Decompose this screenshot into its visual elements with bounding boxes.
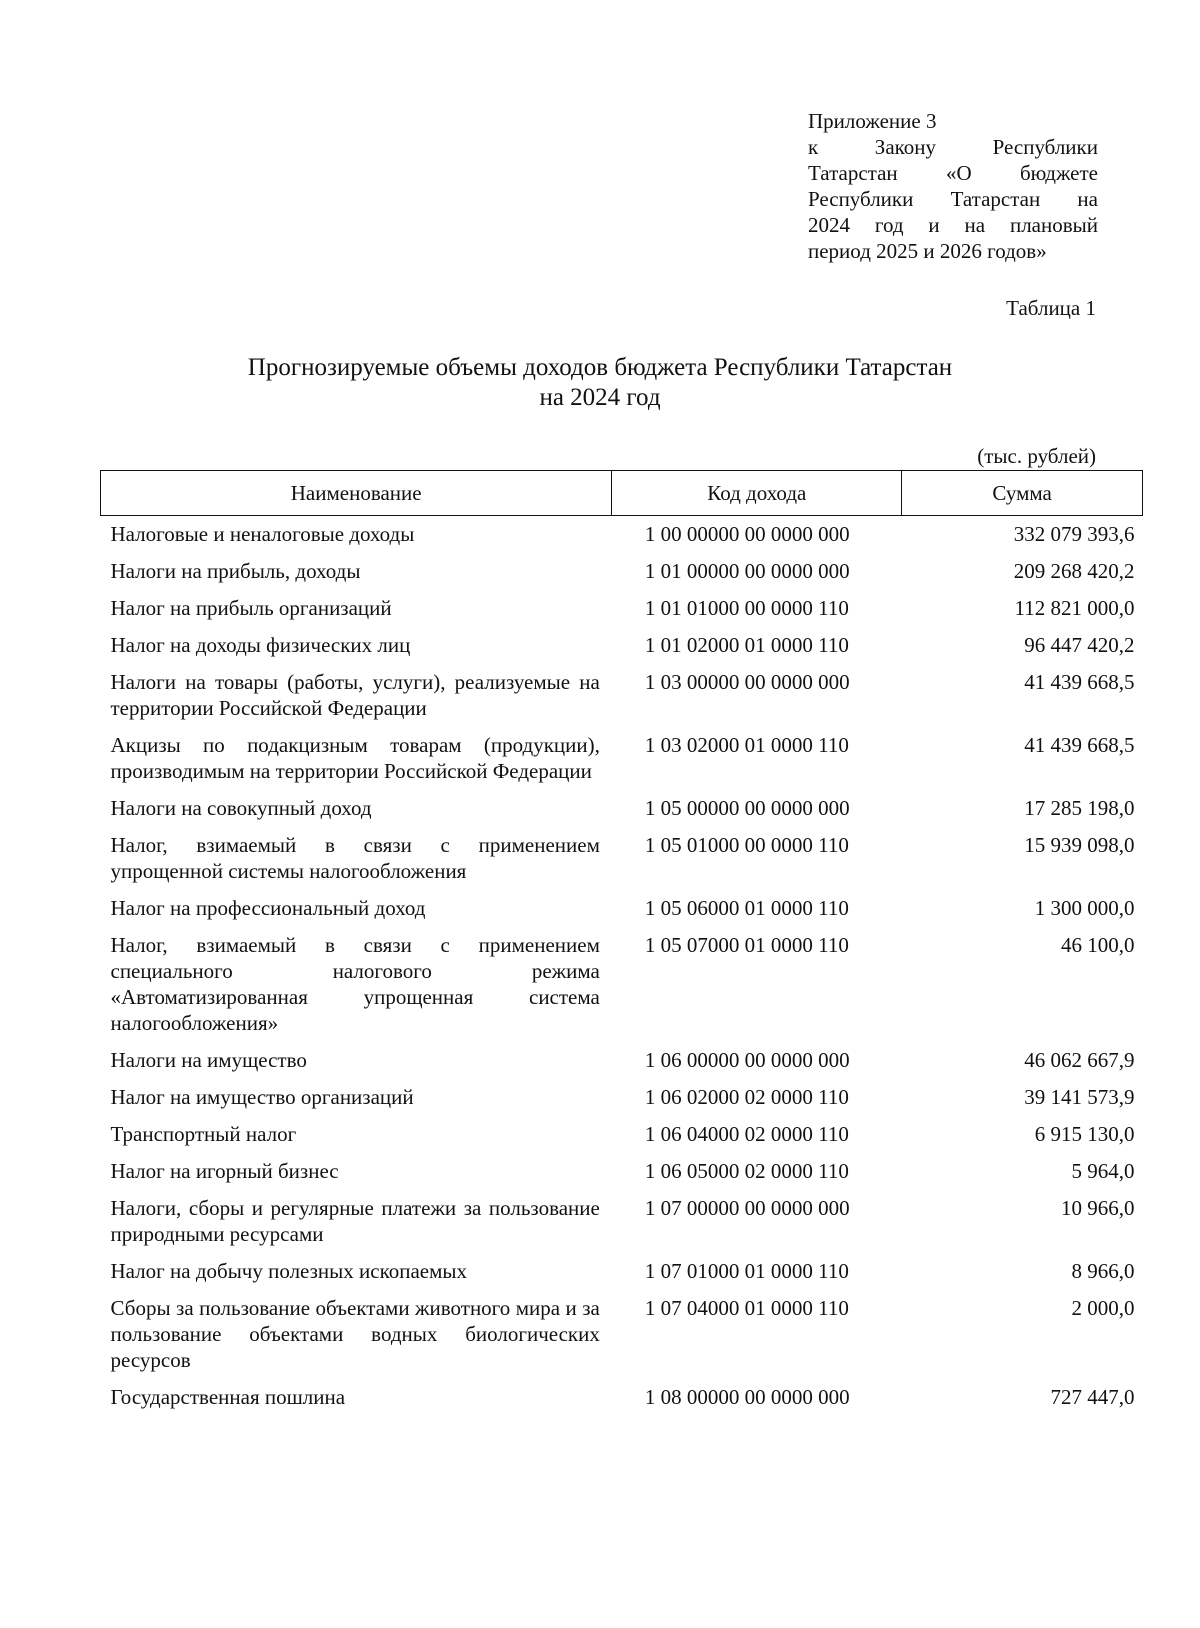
row-amount: 41 439 668,5 bbox=[1024, 670, 1135, 694]
row-code: 1 07 00000 00 0000 000 bbox=[644, 1196, 850, 1220]
appendix-note bbox=[808, 108, 1098, 264]
units-label: (тыс. рублей) bbox=[977, 444, 1096, 468]
appendix-line: Татарстан «О бюджете bbox=[808, 161, 1098, 185]
row-code: 1 06 04000 02 0000 110 bbox=[644, 1122, 849, 1146]
table-row bbox=[101, 1253, 1143, 1290]
table-row bbox=[101, 516, 1143, 554]
row-amount: 15 939 098,0 bbox=[1024, 833, 1135, 857]
row-amount: 209 268 420,2 bbox=[1013, 559, 1135, 583]
row-amount: 6 915 130,0 bbox=[1034, 1122, 1135, 1146]
table-row bbox=[101, 1290, 1143, 1379]
row-code: 1 06 02000 02 0000 110 bbox=[644, 1085, 849, 1109]
row-code: 1 01 00000 00 0000 000 bbox=[644, 559, 850, 583]
table-row bbox=[101, 790, 1143, 827]
row-code: 1 08 00000 00 0000 000 bbox=[644, 1385, 850, 1409]
table-row bbox=[101, 590, 1143, 627]
appendix-line: 2024 год и на плановый bbox=[808, 213, 1098, 237]
row-code: 1 00 00000 00 0000 000 bbox=[644, 522, 850, 546]
table-row bbox=[101, 553, 1143, 590]
document-title bbox=[100, 353, 1100, 413]
row-code: 1 05 01000 00 0000 110 bbox=[644, 833, 849, 857]
row-code: 1 01 01000 00 0000 110 bbox=[644, 596, 849, 620]
row-amount: 112 821 000,0 bbox=[1014, 596, 1135, 620]
row-amount: 96 447 420,2 bbox=[1024, 633, 1135, 657]
table-row bbox=[101, 927, 1143, 1042]
row-amount: 727 447,0 bbox=[1050, 1385, 1135, 1409]
row-amount: 1 300 000,0 bbox=[1034, 896, 1135, 920]
row-name: Сборы за пользование объектами животного мира и за пользование объектами водных биологических ресурсов bbox=[110, 1296, 600, 1372]
row-name: Налоги, сборы и регулярные платежи за пользование природными ресурсами bbox=[110, 1196, 600, 1246]
row-name: Налог на доходы физических лиц bbox=[110, 633, 411, 657]
appendix-line: Приложение 3 bbox=[808, 109, 937, 133]
row-name: Налог, взимаемый в связи с применением упрощенной системы налогообложения bbox=[110, 833, 600, 883]
row-code: 1 05 07000 01 0000 110 bbox=[644, 933, 849, 957]
row-code: 1 06 00000 00 0000 000 bbox=[644, 1048, 850, 1072]
row-code: 1 07 04000 01 0000 110 bbox=[644, 1296, 849, 1320]
table-row bbox=[101, 827, 1143, 890]
row-amount: 17 285 198,0 bbox=[1024, 796, 1135, 820]
row-name: Налоги на товары (работы, услуги), реализуемые на территории Российской Федерации bbox=[110, 670, 600, 720]
table-number: Таблица 1 bbox=[1006, 296, 1096, 320]
table-row bbox=[101, 1116, 1143, 1153]
row-amount: 46 100,0 bbox=[1061, 933, 1135, 957]
row-name: Налог на прибыль организаций bbox=[110, 596, 392, 620]
table-row bbox=[101, 627, 1143, 664]
row-amount: 8 966,0 bbox=[1071, 1259, 1135, 1283]
row-amount: 10 966,0 bbox=[1061, 1196, 1135, 1220]
table-row bbox=[101, 1079, 1143, 1116]
row-name: Налоги на совокупный доход bbox=[110, 796, 372, 820]
row-amount: 5 964,0 bbox=[1071, 1159, 1135, 1183]
row-name: Налог на имущество организаций bbox=[110, 1085, 414, 1109]
row-name: Налог, взимаемый в связи с применением специального налогового режима «Автоматизированная упрощенная система налогообложения» bbox=[110, 933, 600, 1035]
appendix-line: период 2025 и 2026 годов» bbox=[808, 239, 1047, 263]
row-code: 1 03 02000 01 0000 110 bbox=[644, 733, 849, 757]
row-name: Налог на игорный бизнес bbox=[110, 1159, 339, 1183]
row-code: 1 06 05000 02 0000 110 bbox=[644, 1159, 849, 1183]
table-row bbox=[101, 1153, 1143, 1190]
appendix-line: к Закону Республики bbox=[808, 135, 1098, 159]
table-row bbox=[101, 890, 1143, 927]
header-code: Код дохода bbox=[612, 471, 902, 516]
income-table bbox=[100, 470, 1143, 1416]
title-line-1: Прогнозируемые объемы доходов бюджета Республики Татарстан bbox=[247, 354, 953, 381]
row-name: Налоги на прибыль, доходы bbox=[110, 559, 361, 583]
row-name: Налог на добычу полезных ископаемых bbox=[110, 1259, 467, 1283]
row-amount: 39 141 573,9 bbox=[1024, 1085, 1135, 1109]
row-name: Акцизы по подакцизным товарам (продукции), производимым на территории Российской Федерации bbox=[110, 733, 600, 783]
row-code: 1 01 02000 01 0000 110 bbox=[644, 633, 849, 657]
row-amount: 41 439 668,5 bbox=[1024, 733, 1135, 757]
row-code: 1 07 01000 01 0000 110 bbox=[644, 1259, 849, 1283]
row-code: 1 05 06000 01 0000 110 bbox=[644, 896, 849, 920]
row-amount: 46 062 667,9 bbox=[1024, 1048, 1135, 1072]
row-code: 1 05 00000 00 0000 000 bbox=[644, 796, 850, 820]
row-name: Налоги на имущество bbox=[110, 1048, 307, 1072]
header-amount: Сумма bbox=[902, 471, 1143, 516]
row-name: Государственная пошлина bbox=[110, 1385, 346, 1409]
appendix-line: Республики Татарстан на bbox=[808, 187, 1098, 211]
table-header-row bbox=[101, 471, 1143, 516]
row-amount: 332 079 393,6 bbox=[1013, 522, 1135, 546]
table-row bbox=[101, 1379, 1143, 1416]
row-name: Налоговые и неналоговые доходы bbox=[110, 522, 415, 546]
row-amount: 2 000,0 bbox=[1071, 1296, 1135, 1320]
header-name: Наименование bbox=[101, 471, 612, 516]
row-name: Транспортный налог bbox=[110, 1122, 297, 1146]
table-row bbox=[101, 727, 1143, 790]
table-row bbox=[101, 1042, 1143, 1079]
table-row bbox=[101, 664, 1143, 727]
table-row bbox=[101, 1190, 1143, 1253]
title-line-2: на 2024 год bbox=[539, 384, 661, 411]
row-name: Налог на профессиональный доход bbox=[110, 896, 426, 920]
row-code: 1 03 00000 00 0000 000 bbox=[644, 670, 850, 694]
